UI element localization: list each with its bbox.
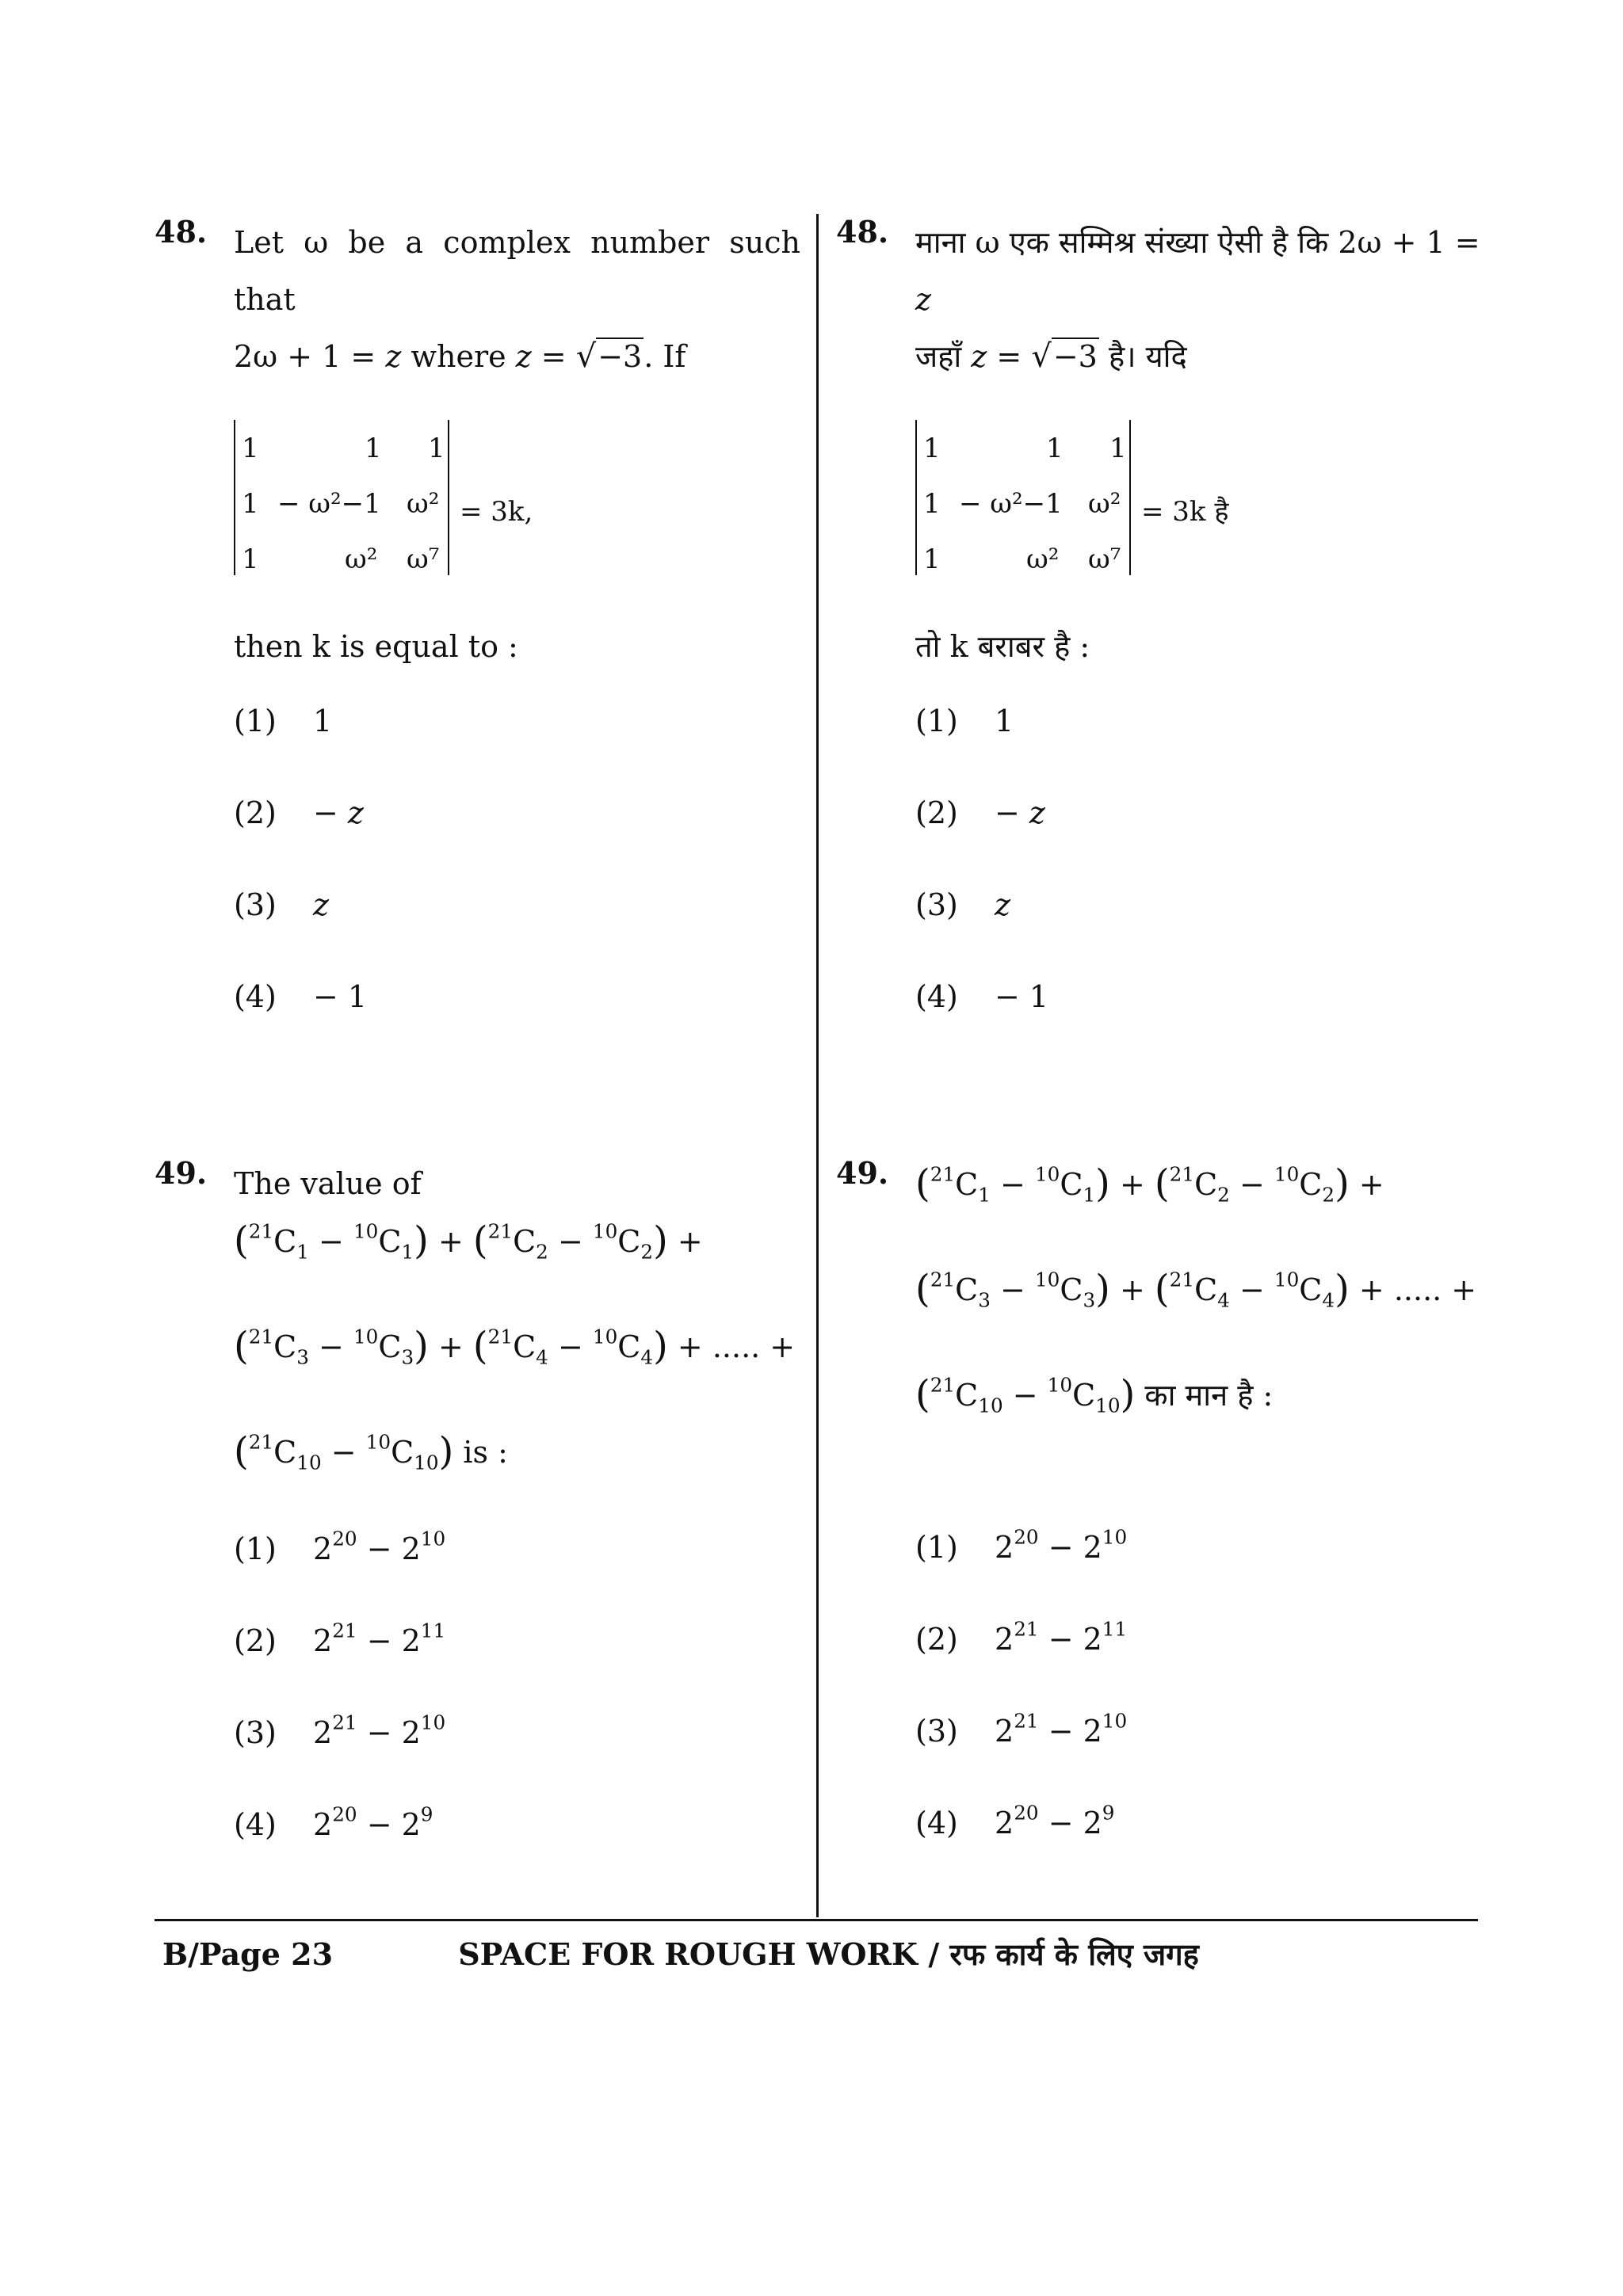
question-number: 49. xyxy=(155,1155,208,1191)
determinant-rhs: = 3k, xyxy=(460,496,533,528)
english-column xyxy=(155,214,800,1888)
question-stem: then k is equal to : xyxy=(234,629,518,664)
option-2: (2) $2^{21} - 2^{11}$ xyxy=(234,1619,446,1658)
det-cell: ω² xyxy=(407,488,440,520)
footer-rule xyxy=(155,1919,1478,1921)
options-list xyxy=(234,692,800,1060)
det-cell: 1 xyxy=(1046,433,1064,464)
option-4: (4) − 1 xyxy=(915,979,1049,1014)
question-text: The value of xyxy=(234,1166,422,1201)
question-text-line2: जहाँ z = √−3 है। यदि xyxy=(915,338,1187,375)
det-cell: − ω²−1 xyxy=(959,488,1063,520)
det-cell: 1 xyxy=(365,433,382,464)
determinant-bar-left xyxy=(915,420,917,575)
question-text-line1: Let ω be a complex number such that xyxy=(234,225,800,317)
question-number: 49. xyxy=(836,1155,889,1191)
option-4: (4) $2^{20} - 2^9$ xyxy=(234,1802,433,1842)
rough-work-note: SPACE FOR ROUGH WORK / रफ कार्य के लिए जगह xyxy=(458,1936,1199,1972)
det-cell: 1 xyxy=(1109,433,1127,464)
question-48-en xyxy=(155,214,800,1060)
page-footer xyxy=(162,1933,1199,1974)
det-cell: 1 xyxy=(242,543,259,575)
option-4: (4) − 1 xyxy=(234,979,368,1014)
option-1: (1) 1 xyxy=(915,704,1014,738)
det-cell: ω⁷ xyxy=(1088,543,1121,575)
option-1: (1) 1 xyxy=(234,704,333,738)
hindi-column xyxy=(836,214,1490,1886)
option-3: (3) z xyxy=(915,887,1011,922)
determinant xyxy=(915,420,1490,586)
question-49-en xyxy=(155,1155,800,1888)
option-1: (1) $2^{20} - 2^{10}$ xyxy=(234,1527,446,1566)
option-3: (3) $2^{21} - 2^{10}$ xyxy=(234,1711,446,1750)
question-text-line2: 2ω + 1 = z where z = √−3. If xyxy=(234,338,686,375)
option-3: (3) z xyxy=(234,887,330,922)
options-list xyxy=(915,692,1490,1060)
determinant-bar-left xyxy=(234,420,235,575)
question-number: 48. xyxy=(836,214,889,250)
det-cell: ω² xyxy=(1026,543,1060,575)
option-2: (2) $2^{21} - 2^{11}$ xyxy=(915,1617,1128,1657)
options-list xyxy=(234,1520,800,1888)
det-cell: ω² xyxy=(1088,488,1121,520)
det-cell: 1 xyxy=(923,488,941,520)
sum-line-2: $(^{21}C_3 - ^{10}C_3) + (^{21}C_4 - ^{10}C_4)$ + ..... + xyxy=(915,1267,1477,1312)
sum-line-2: $(^{21}C_3 - ^{10}C_3) + (^{21}C_4 - ^{10}C_4)$ + ..... + xyxy=(234,1324,796,1369)
determinant-rhs: = 3k है xyxy=(1141,496,1229,528)
det-cell: 1 xyxy=(923,543,941,575)
determinant-bar-right xyxy=(448,420,449,575)
option-1: (1) $2^{20} - 2^{10}$ xyxy=(915,1525,1128,1565)
det-cell: 1 xyxy=(428,433,445,464)
options-list xyxy=(915,1519,1490,1886)
option-4: (4) $2^{20} - 2^9$ xyxy=(915,1801,1115,1840)
sum-line-3: $(^{21}C_{10} - ^{10}C_{10})$ का मान है : xyxy=(915,1372,1274,1417)
det-cell: 1 xyxy=(242,433,259,464)
determinant xyxy=(234,420,800,586)
question-text-line1: माना ω एक सम्मिश्र संख्या ऐसी है कि 2ω + 1 = z xyxy=(915,225,1480,317)
column-divider xyxy=(816,214,819,1917)
question-stem: तो k बराबर है : xyxy=(915,629,1090,664)
option-3: (3) $2^{21} - 2^{10}$ xyxy=(915,1709,1128,1749)
det-cell: ω⁷ xyxy=(407,543,440,575)
option-2: (2) − z xyxy=(234,795,364,830)
det-cell: − ω²−1 xyxy=(277,488,381,520)
page-number: B/Page 23 xyxy=(162,1936,334,1972)
question-number: 48. xyxy=(155,214,208,250)
question-48-hi xyxy=(836,214,1490,1060)
det-cell: 1 xyxy=(923,433,941,464)
question-49-hi xyxy=(836,1155,1490,1886)
sum-line-3: $(^{21}C_{10} - ^{10}C_{10})$ is : xyxy=(234,1429,508,1474)
sum-line-1: $(^{21}C_1 - ^{10}C_1) + (^{21}C_2 - ^{10}C_2)$ + xyxy=(915,1161,1384,1207)
determinant-bar-right xyxy=(1129,420,1131,575)
sum-line-1: $(^{21}C_1 - ^{10}C_1) + (^{21}C_2 - ^{10}C_2)$ + xyxy=(234,1219,703,1264)
det-cell: 1 xyxy=(242,488,259,520)
option-2: (2) − z xyxy=(915,795,1045,830)
det-cell: ω² xyxy=(345,543,378,575)
